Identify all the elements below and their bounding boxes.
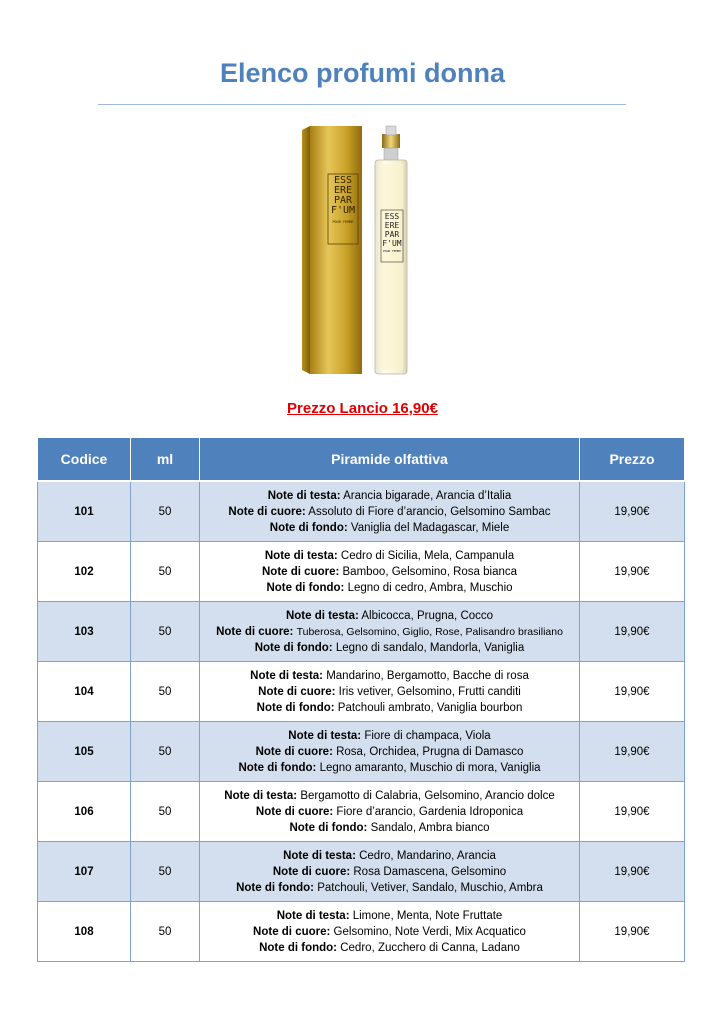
note-base-label: Note di fondo:	[289, 821, 368, 834]
cell-ml: 50	[131, 662, 200, 722]
note-top-label: Note di testa:	[267, 489, 341, 502]
launch-price: Prezzo Lancio 16,90€	[287, 400, 438, 417]
table-row	[38, 842, 685, 902]
note-heart	[204, 924, 575, 940]
table-row	[38, 902, 685, 962]
note-top	[204, 908, 575, 924]
cell-pyramid	[200, 782, 580, 842]
perfume-table	[37, 437, 685, 962]
note-base-label: Note di fondo:	[256, 701, 335, 714]
note-heart	[204, 624, 575, 640]
note-top-label: Note di testa:	[288, 729, 362, 742]
cell-price: 19,90€	[580, 662, 685, 722]
cell-price: 19,90€	[580, 782, 685, 842]
header-pyramid: Piramide olfattiva	[200, 438, 580, 482]
note-base-value: Patchouli, Vetiver, Sandalo, Muschio, Ambra	[317, 881, 543, 894]
cell-code: 103	[38, 602, 131, 662]
table-header-row	[38, 438, 685, 482]
note-top-value: Cedro, Mandarino, Arancia	[359, 849, 496, 862]
note-base	[204, 820, 575, 836]
note-top-value: Cedro di Sicilia, Mela, Campanula	[340, 549, 515, 562]
note-base	[204, 760, 575, 776]
note-heart-value: Iris vetiver, Gelsomino, Frutti canditi	[338, 685, 521, 698]
cell-code: 105	[38, 722, 131, 782]
note-top-value: Limone, Menta, Note Fruttate	[352, 909, 503, 922]
note-heart-label: Note di cuore:	[261, 565, 340, 578]
note-top-label: Note di testa:	[276, 909, 350, 922]
note-base-label: Note di fondo:	[238, 761, 317, 774]
title-underline	[98, 104, 626, 105]
cell-price: 19,90€	[580, 722, 685, 782]
brand-line-2: ERE	[333, 185, 353, 196]
note-base-label: Note di fondo:	[254, 641, 333, 654]
note-heart	[204, 564, 575, 580]
table-row	[38, 602, 685, 662]
header-code: Codice	[38, 438, 131, 482]
note-heart-value: Gelsomino, Note Verdi, Mix Acquatico	[333, 925, 526, 938]
cell-code: 107	[38, 842, 131, 902]
product-image	[302, 124, 426, 376]
note-top	[204, 608, 575, 624]
cell-ml: 50	[131, 842, 200, 902]
note-base-label: Note di fondo:	[259, 941, 338, 954]
cell-pyramid	[200, 481, 580, 542]
brand-line-4: F'UM	[382, 239, 402, 248]
note-heart	[204, 744, 575, 760]
note-base	[204, 700, 575, 716]
note-base-label: Note di fondo:	[266, 581, 345, 594]
note-top	[204, 488, 575, 504]
note-heart-value: Bamboo, Gelsomino, Rosa bianca	[342, 565, 518, 578]
brand-line-3: PAR	[384, 230, 400, 239]
cell-code: 106	[38, 782, 131, 842]
note-base-value: Legno amaranto, Muschio di mora, Vaniglia	[319, 761, 541, 774]
note-heart-value: Fiore d’arancio, Gardenia Idroponica	[336, 805, 524, 818]
note-heart	[204, 504, 575, 520]
note-base-value: Sandalo, Ambra bianco	[370, 821, 490, 834]
note-top-value: Arancia bigarade, Arancia d’Italia	[343, 489, 512, 502]
brand-sub: POUR FEMME	[382, 249, 402, 253]
note-top-value: Fiore di champaca, Viola	[364, 729, 491, 742]
note-heart	[204, 684, 575, 700]
note-top	[204, 788, 575, 804]
note-top-label: Note di testa:	[283, 849, 356, 862]
cell-code: 101	[38, 481, 131, 542]
note-heart	[204, 864, 575, 880]
brand-sub: POUR FEMME	[332, 220, 354, 224]
note-heart-label: Note di cuore:	[272, 865, 351, 878]
note-base-label: Note di fondo:	[236, 881, 315, 894]
note-heart-value: Tuberosa, Gelsomino, Giglio, Rose, Palisandro brasiliano	[296, 625, 563, 638]
note-base	[204, 880, 575, 896]
note-top	[204, 848, 575, 864]
note-heart-label: Note di cuore:	[228, 505, 306, 518]
note-base	[204, 940, 575, 956]
note-heart-value: Rosa, Orchidea, Prugna di Damasco	[336, 745, 524, 758]
note-base	[204, 520, 575, 536]
note-top-value: Bergamotto di Calabria, Gelsomino, Arancio dolce	[300, 789, 555, 802]
cell-pyramid	[200, 542, 580, 602]
note-base-value: Cedro, Zucchero di Canna, Ladano	[340, 941, 520, 954]
cell-price: 19,90€	[580, 542, 685, 602]
cell-code: 108	[38, 902, 131, 962]
note-heart-label: Note di cuore:	[258, 685, 336, 698]
note-base-label: Note di fondo:	[269, 521, 348, 534]
note-heart-label: Note di cuore:	[216, 625, 294, 638]
note-top	[204, 668, 575, 684]
note-top-label: Note di testa:	[285, 609, 359, 622]
note-base-value: Legno di cedro, Ambra, Muschio	[347, 581, 513, 594]
note-base-value: Legno di sandalo, Mandorla, Vaniglia	[335, 641, 525, 654]
note-base	[204, 580, 575, 596]
note-heart-value: Rosa Damascena, Gelsomino	[353, 865, 507, 878]
bottle-brand-label	[381, 212, 403, 254]
brand-line-1: ESS	[384, 212, 400, 221]
table-row	[38, 662, 685, 722]
box-brand-label	[328, 176, 358, 225]
cell-ml: 50	[131, 542, 200, 602]
brand-line-1: ESS	[333, 175, 353, 186]
brand-line-2: ERE	[384, 221, 400, 230]
brand-line-3: PAR	[333, 195, 353, 206]
note-top	[204, 728, 575, 744]
note-base-value: Vaniglia del Madagascar, Miele	[350, 521, 510, 534]
table-row	[38, 782, 685, 842]
note-top	[204, 548, 575, 564]
note-top-value: Mandarino, Bergamotto, Bacche di rosa	[326, 669, 529, 682]
page-title: Elenco profumi donna	[219, 58, 505, 88]
note-heart	[204, 804, 575, 820]
cell-price: 19,90€	[580, 602, 685, 662]
cell-pyramid	[200, 722, 580, 782]
table-row	[38, 481, 685, 542]
cell-pyramid	[200, 902, 580, 962]
note-top-label: Note di testa:	[264, 549, 338, 562]
cell-ml: 50	[131, 902, 200, 962]
note-heart-value: Assoluto di Fiore d’arancio, Gelsomino Sambac	[308, 505, 551, 518]
cell-pyramid	[200, 662, 580, 722]
note-top-label: Note di testa:	[224, 789, 298, 802]
cell-code: 102	[38, 542, 131, 602]
note-heart-label: Note di cuore:	[253, 925, 331, 938]
brand-line-4: F'UM	[330, 205, 356, 216]
note-heart-label: Note di cuore:	[255, 805, 334, 818]
header-price: Prezzo	[580, 438, 685, 482]
cell-price: 19,90€	[580, 481, 685, 542]
note-top-value: Albicocca, Prugna, Cocco	[361, 609, 494, 622]
header-ml: ml	[131, 438, 200, 482]
cell-ml: 50	[131, 602, 200, 662]
table-row	[38, 722, 685, 782]
cell-pyramid	[200, 842, 580, 902]
note-top-label: Note di testa:	[250, 669, 323, 682]
note-base	[204, 640, 575, 656]
note-heart-label: Note di cuore:	[255, 745, 333, 758]
cell-pyramid	[200, 602, 580, 662]
cell-price: 19,90€	[580, 842, 685, 902]
cell-price: 19,90€	[580, 902, 685, 962]
cell-ml: 50	[131, 481, 200, 542]
cell-ml: 50	[131, 722, 200, 782]
cell-code: 104	[38, 662, 131, 722]
table-row	[38, 542, 685, 602]
note-base-value: Patchouli ambrato, Vaniglia bourbon	[337, 701, 523, 714]
cell-ml: 50	[131, 782, 200, 842]
